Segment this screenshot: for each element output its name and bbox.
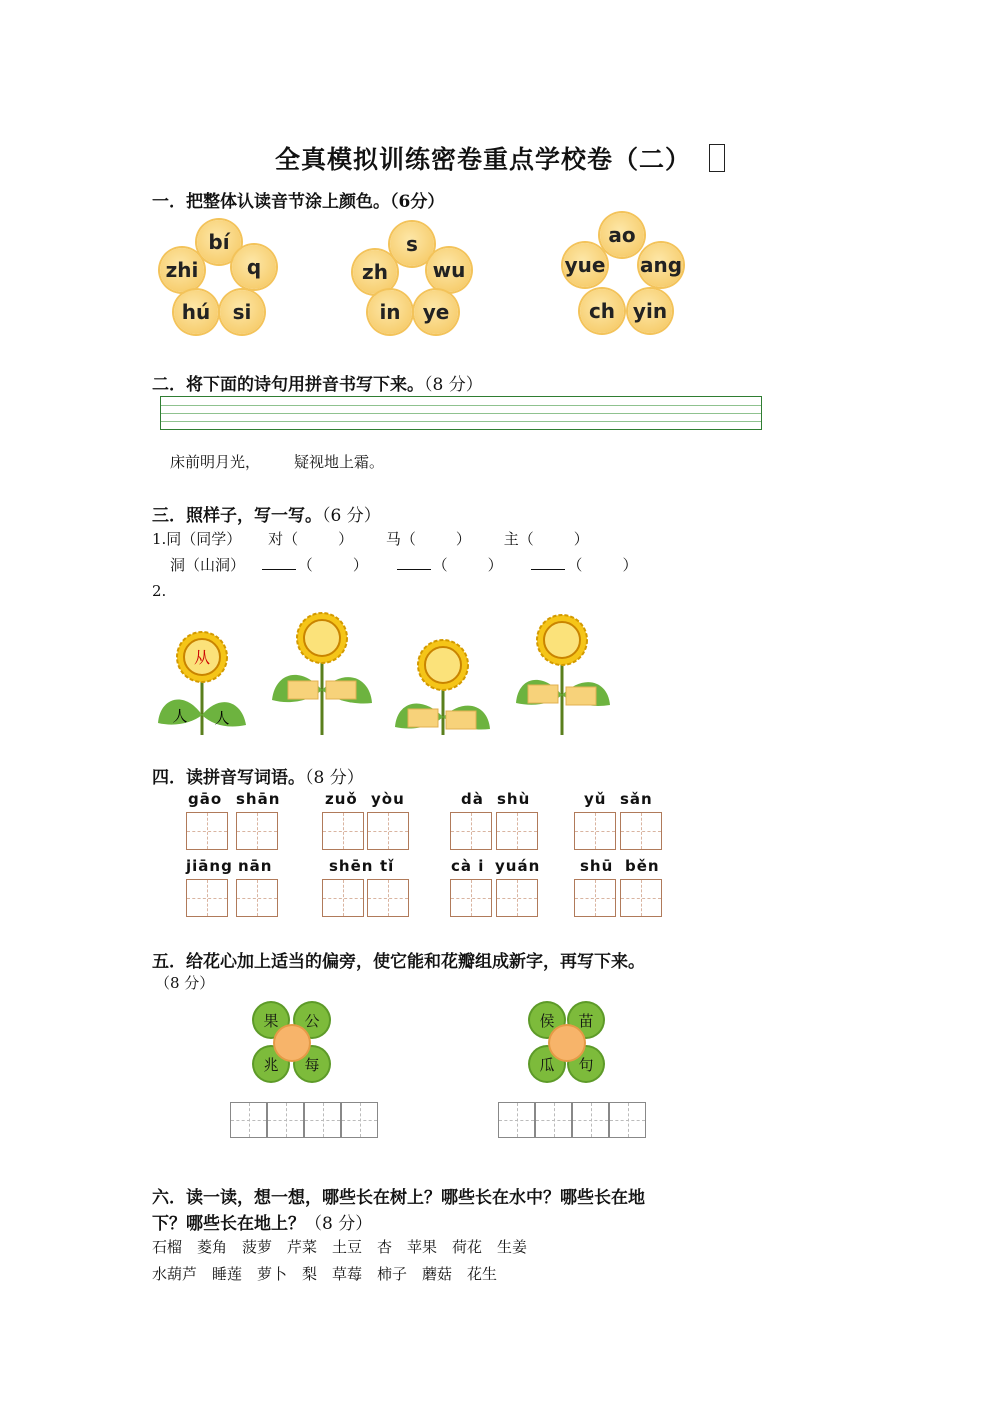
clover-petal: 兆 (254, 1047, 288, 1081)
clover-center[interactable] (550, 1026, 584, 1060)
writing-box[interactable] (236, 879, 278, 917)
example-row-2: 洞（山洞） （ ） （ ） （ ） (170, 556, 638, 574)
pinyin-label: cà i (451, 857, 485, 875)
syllable-circle[interactable]: in (368, 290, 412, 334)
pinyin-label: tǐ (380, 857, 395, 875)
clover-petal: 公 (295, 1003, 329, 1037)
clover-center[interactable] (275, 1026, 309, 1060)
syllable-circle[interactable]: q (232, 245, 276, 289)
writing-box[interactable] (367, 879, 409, 917)
writing-box[interactable] (620, 879, 662, 917)
section3-heading: 三．照样子，写一写。（6 分） (152, 506, 381, 526)
syllable-circle[interactable]: ang (639, 243, 683, 287)
syllable-circle[interactable]: zhi (160, 248, 204, 292)
writing-box[interactable] (236, 812, 278, 850)
sunflower-illustrations (150, 605, 620, 745)
answer-box[interactable] (535, 1102, 572, 1138)
writing-box[interactable] (574, 879, 616, 917)
syllable-circle[interactable]: bí (197, 220, 241, 264)
pinyin-label: gāo (188, 790, 223, 808)
pinyin-label: shēn (329, 857, 374, 875)
pinyin-label: sǎn (620, 790, 653, 808)
pinyin-label: yuán (495, 857, 541, 875)
clover-petal: 瓜 (530, 1047, 564, 1081)
pinyin-label: jiāng (186, 857, 233, 875)
title-square-icon (709, 144, 725, 172)
syllable-circle[interactable]: wu (427, 248, 471, 292)
syllable-circle[interactable]: s (390, 222, 434, 266)
word-list-1: 石榴 菱角 菠萝 芹菜 土豆 杏 苹果 荷花 生姜 (152, 1238, 528, 1256)
section5-score: （8 分） (155, 974, 215, 992)
writing-box[interactable] (367, 812, 409, 850)
pinyin-label: běn (625, 857, 660, 875)
writing-box[interactable] (574, 812, 616, 850)
writing-box[interactable] (322, 879, 364, 917)
writing-box[interactable] (496, 879, 538, 917)
writing-box[interactable] (620, 812, 662, 850)
pinyin-label: shū (580, 857, 614, 875)
pinyin-label: nān (238, 857, 273, 875)
pinyin-label: yòu (371, 790, 405, 808)
example-row-1: 1.同（同学） 对（ ） 马（ ） 主（ ） (152, 530, 589, 548)
writing-box[interactable] (496, 812, 538, 850)
section1-heading: 一．把整体认读音节涂上颜色。（6分） (152, 192, 445, 212)
clover-petal: 句 (569, 1047, 603, 1081)
answer-box[interactable] (341, 1102, 378, 1138)
syllable-circle[interactable]: yin (628, 289, 672, 333)
flower-center-text: 从 (193, 648, 211, 667)
clover-petal: 苗 (569, 1003, 603, 1037)
section2-heading: 二．将下面的诗句用拼音书写下来。（8 分） (152, 375, 483, 395)
answer-box[interactable] (304, 1102, 341, 1138)
section5-heading: 五．给花心加上适当的偏旁，使它能和花瓣组成新字，再写下来。 (152, 952, 645, 972)
answer-box[interactable] (572, 1102, 609, 1138)
writing-box[interactable] (186, 812, 228, 850)
section6-heading-line2: 下？哪些长在地上？（8 分） (152, 1214, 373, 1234)
clover-petal: 果 (254, 1003, 288, 1037)
pinyin-label: dà (461, 790, 484, 808)
pinyin-label: zuǒ (325, 790, 358, 808)
syllable-circle[interactable]: yue (563, 243, 607, 287)
clover-petal: 每 (295, 1047, 329, 1081)
section4-heading: 四．读拼音写词语。（8 分） (152, 768, 364, 788)
writing-box[interactable] (450, 812, 492, 850)
syllable-circle[interactable]: hú (174, 290, 218, 334)
section6-heading-line1: 六．读一读，想一想，哪些长在树上？哪些长在水中？哪些长在地 (152, 1188, 645, 1208)
writing-box[interactable] (450, 879, 492, 917)
answer-box[interactable] (609, 1102, 646, 1138)
leaf-text: 人 (172, 707, 188, 725)
answer-box[interactable] (498, 1102, 535, 1138)
leaf-text: 人 (214, 709, 230, 727)
poem-line-1: 床前明月光， (170, 453, 261, 471)
pinyin-label: yǔ (584, 790, 607, 808)
syllable-circle[interactable]: ye (414, 290, 458, 334)
item-2-label: 2. (152, 582, 167, 600)
answer-box[interactable] (267, 1102, 304, 1138)
pinyin-label: shān (236, 790, 281, 808)
clover-petal: 侯 (530, 1003, 564, 1037)
pinyin-label: shù (497, 790, 531, 808)
syllable-circle[interactable]: ao (600, 213, 644, 257)
poem-line-2: 疑视地上霜。 (294, 453, 385, 471)
page-title (0, 140, 1000, 176)
syllable-circle[interactable]: ch (580, 289, 624, 333)
word-list-2: 水葫芦 睡莲 萝卜 梨 草莓 柿子 蘑菇 花生 (152, 1265, 498, 1283)
writing-box[interactable] (186, 879, 228, 917)
writing-box[interactable] (322, 812, 364, 850)
syllable-circle[interactable]: zh (353, 250, 397, 294)
answer-box[interactable] (230, 1102, 267, 1138)
syllable-circle[interactable]: si (220, 290, 264, 334)
title-text: 全真模拟训练密卷重点学校卷（二） (274, 145, 691, 174)
pinyin-writing-lines[interactable] (160, 396, 762, 430)
